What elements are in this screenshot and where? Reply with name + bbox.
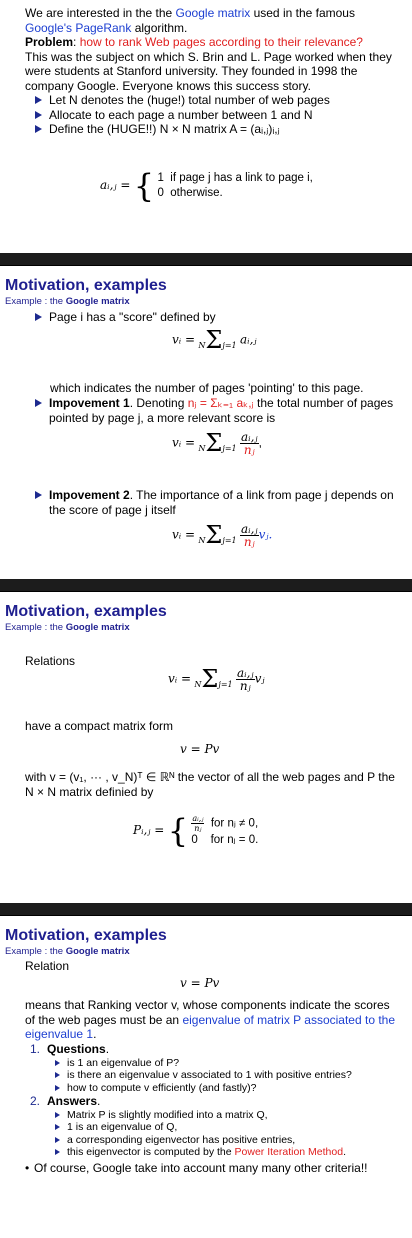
pagerank-link[interactable]: Google's PageRank: [25, 20, 132, 35]
triangle-bullet-icon: [55, 1085, 60, 1091]
sum-symbol: NΣj=1: [198, 429, 237, 457]
slide-4: [0, 916, 412, 1238]
sub-bullet-item: how to compute v efficiently (and fastly)?: [55, 1082, 385, 1095]
answers-sublist: [55, 1109, 400, 1159]
qa-list: [25, 1042, 395, 1175]
triangle-bullet-icon: [35, 491, 42, 499]
fraction: $\frac{\text{aᵢ,ⱼ}}{\text{nⱼ}}$: [241, 430, 258, 457]
questions-item: 1. Questions.: [30, 1042, 110, 1056]
slide1-body: [25, 6, 405, 137]
cases: $\frac{\text{aᵢ,ⱼ}}{\text{nⱼ}}$ for nⱼ ≠ 0, 0 for nⱼ = 0.: [191, 814, 259, 846]
sum-symbol: NΣj=1: [194, 665, 233, 693]
triangle-bullet-icon: [55, 1072, 60, 1078]
eq-weighted-score: vᵢ = NΣj=1 $\frac{\text{aᵢ,ⱼ}}{\text{nⱼ}}$ vⱼ.: [172, 521, 273, 549]
sum-symbol: NΣj=1: [198, 326, 237, 354]
bullet-item: Impovement 1. Denoting nⱼ = Σₖ₌₁ aₖ,ⱼ the total number of pages pointed by page j, a more relevant score is: [35, 396, 409, 425]
slide-separator: [0, 903, 412, 916]
triangle-bullet-icon: [55, 1112, 60, 1118]
sub-bullet-item: Matrix P is slightly modified into a matrix Q,: [55, 1109, 400, 1122]
slide-subtitle: Example : the Google matrix: [5, 296, 130, 307]
bullet-item: Let N denotes the (huge!) total number of web pages: [35, 93, 405, 108]
cases: 1 if page j has a link to page i, 0 otherwise.: [157, 172, 313, 199]
sub-bullet-item: a corresponding eigenvector has positive entries,: [55, 1134, 400, 1147]
relations-label: Relations: [25, 654, 76, 668]
triangle-bullet-icon: [35, 399, 42, 407]
triangle-bullet-icon: [55, 1149, 60, 1155]
sub-bullet-item: 1 is an eigenvalue of Q,: [55, 1121, 400, 1134]
slide-subtitle: Example : the Google matrix: [5, 622, 130, 633]
triangle-bullet-icon: [35, 313, 42, 321]
left-brace: {: [167, 812, 189, 850]
problem: Problem: how to rank Web pages according to their relevance?: [25, 35, 363, 49]
power-iteration-link[interactable]: Power Iteration Method: [234, 1146, 344, 1158]
triangle-bullet-icon: [35, 125, 42, 133]
sum-symbol: NΣj=1: [198, 521, 237, 549]
compact-text: have a compact matrix form: [25, 719, 174, 733]
fraction: $\frac{\text{aᵢ,ⱼ}}{\text{nⱼ}}$: [241, 522, 258, 549]
slide-subtitle: Example : the Google matrix: [5, 946, 130, 957]
answers-item: 2. Answers.: [30, 1094, 101, 1108]
fraction: $\frac{\text{aᵢ,ⱼ}}{\text{nⱼ}}$: [237, 666, 254, 693]
slide-title: Motivation, examples: [5, 927, 167, 944]
bullet-item: Page i has a "score" defined by: [35, 310, 409, 325]
intro: We are interested in the the Google matrix used in the famous Google's PageRank algorithm.: [25, 6, 355, 35]
slide-separator: [0, 579, 412, 592]
sub-bullet-item: is there an eigenvalue v associated to 1 with positive entries?: [55, 1069, 385, 1082]
google-matrix-link[interactable]: Google matrix: [175, 6, 251, 20]
bullet-item: Impovement 2. The importance of a link from page j depends on the score of page j itself: [35, 488, 409, 517]
fraction: $\frac{\text{aᵢ,ⱼ}}{\text{nⱼ}}$: [192, 814, 204, 833]
left-brace: {: [133, 167, 155, 205]
slide-title: Motivation, examples: [5, 603, 167, 620]
bullet-item: Define the (HUGE!!) N × N matrix A = (aᵢ,ⱼ)ᵢ,ⱼ: [35, 122, 405, 137]
final-remark: • Of course, Google take into account many many other criteria!!: [25, 1160, 368, 1175]
sub-bullet-item: this eigenvector is computed by the Power Iteration Method.: [55, 1146, 400, 1159]
eq-improved-score: vᵢ = NΣj=1 $\frac{\text{aᵢ,ⱼ}}{\text{nⱼ}}$ ,: [172, 429, 262, 457]
triangle-bullet-icon: [35, 96, 42, 104]
triangle-bullet-icon: [35, 111, 42, 119]
story: This was the subject on which S. Brin and L. Page worked when they were students at Stanford university. They founded in 1998 the company Google. Everyone knows this success story.: [25, 49, 392, 93]
slide-separator: [0, 253, 412, 266]
aij-definition: aᵢ,ⱼ = { 1 if page j has a link to page i, 0 otherwise.: [100, 167, 313, 205]
triangle-bullet-icon: [55, 1137, 60, 1143]
with-text: with v = (v₁, ··· , v_N)ᵀ ∈ ℝᴺ the vector of all the web pages and P the N × N matrix definied by: [25, 770, 395, 799]
slide-2: [0, 266, 412, 579]
pij-definition: Pᵢ,ⱼ = { $\frac{\text{aᵢ,ⱼ}}{\text{nⱼ}}$ for nⱼ ≠ 0, 0 for nⱼ = 0.: [133, 812, 259, 850]
dot-bullet-icon: •: [25, 1160, 30, 1175]
means-text: means that Ranking vector v, whose components indicate the scores of the web pages must be an eigenvalue of matrix P associated to the eigenvalue 1.: [25, 998, 396, 1041]
slide-3: [0, 592, 412, 903]
eigenvalue-link[interactable]: eigenvalue of matrix P associated to the eigenvalue 1: [25, 1012, 396, 1041]
eq-vpv: v = Pv: [180, 742, 220, 756]
triangle-bullet-icon: [55, 1124, 60, 1130]
slide-1: [0, 0, 412, 253]
eq-score: vᵢ = NΣj=1 aᵢ,ⱼ: [172, 326, 257, 354]
relation-label: Relation: [25, 959, 70, 973]
questions-sublist: [55, 1057, 385, 1095]
eq-relations: vᵢ = NΣj=1 $\frac{\text{aᵢ,ⱼ}}{\text{nⱼ}}$ vⱼ: [168, 665, 265, 693]
sub-bullet-item: is 1 an eigenvalue of P?: [55, 1057, 385, 1070]
after-eq1: which indicates the number of pages 'pointing' to this page.: [50, 381, 364, 395]
bullet-item: Allocate to each page a number between 1 and N: [35, 108, 405, 123]
eq-vpv: v = Pv: [180, 976, 220, 990]
triangle-bullet-icon: [55, 1060, 60, 1066]
slide1-bullets: [35, 93, 405, 137]
slide-title: Motivation, examples: [5, 277, 167, 294]
